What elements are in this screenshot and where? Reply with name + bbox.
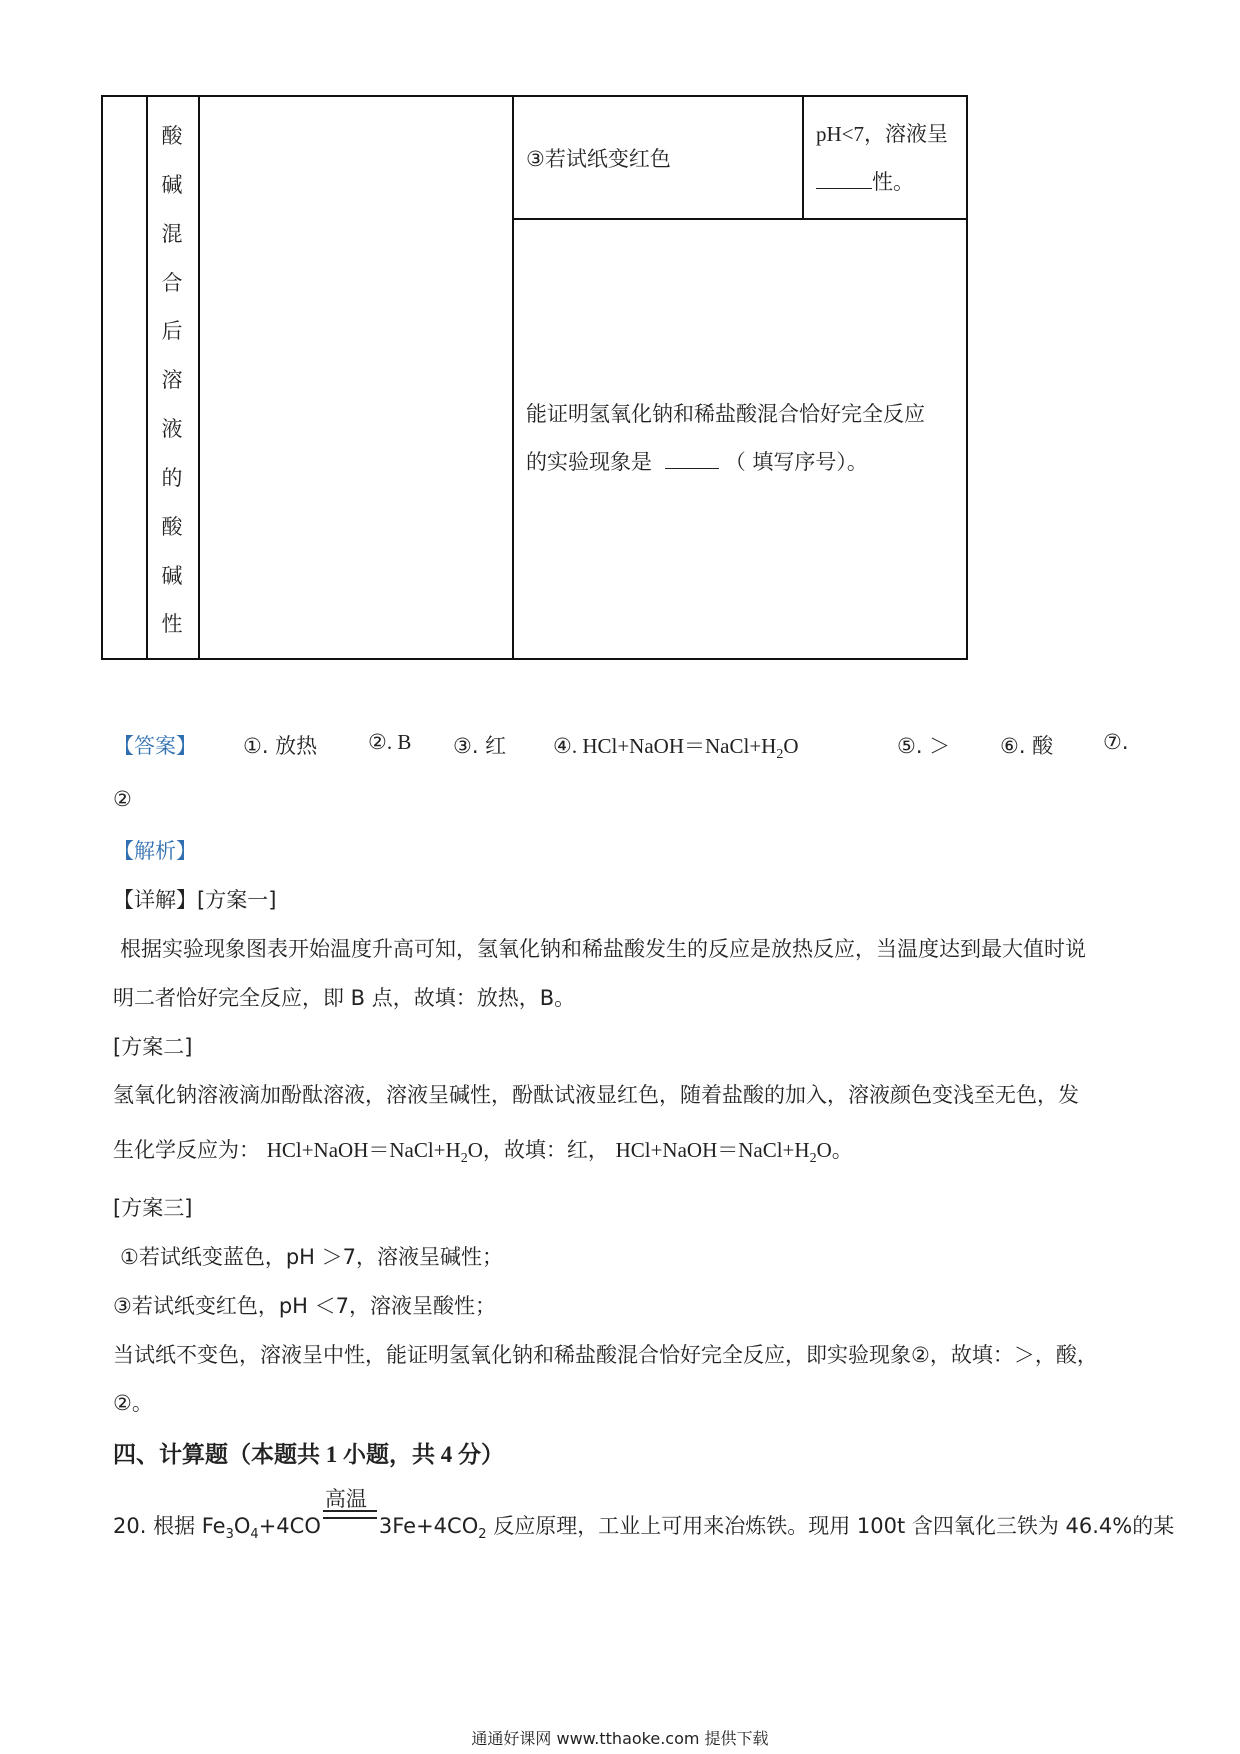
answer-item: ③. 红	[453, 734, 507, 758]
analysis-paragraph: 明二者恰好完全反应，即 B 点，故填：放热，B。	[113, 986, 576, 1010]
answer-item: ⑤. ＞	[897, 734, 951, 758]
table-divider	[146, 95, 148, 660]
table-divider	[198, 95, 200, 660]
analysis-paragraph: ①若试纸变蓝色，pH ＞7，溶液呈碱性；	[120, 1245, 503, 1269]
answer-wrap: ②	[113, 787, 132, 811]
reaction-condition: 高温	[323, 1513, 377, 1533]
analysis-paragraph: 当试纸不变色，溶液呈中性，能证明氢氧化钠和稀盐酸混合恰好完全反应，即实验现象②，故填：＞，酸，	[113, 1343, 1098, 1367]
analysis-paragraph: 根据实验现象图表开始温度升高可知，氢氧化钠和稀盐酸发生的反应是放热反应，当温度达到最大值时说	[120, 937, 1086, 961]
table-divider	[512, 95, 514, 660]
answer-item: ②. B	[368, 730, 412, 754]
plan3-label: [方案三]	[113, 1196, 193, 1220]
answer-label: 【答案】	[113, 734, 197, 758]
answer-item: ⑥. 酸	[1000, 734, 1054, 758]
analysis-paragraph: ③若试纸变红色，pH ＜7，溶液呈酸性；	[113, 1294, 496, 1318]
equals-sign	[323, 1510, 377, 1519]
equation: $HCl+NaOH=NaCl+H_2O$	[266, 1138, 483, 1167]
answer-blank[interactable]	[816, 168, 872, 189]
table-divider	[802, 95, 804, 219]
detail-label: 【详解】[方案一]	[113, 888, 277, 912]
table-result-cell: pH<7，溶液呈 性。	[816, 122, 949, 194]
table-conclusion-cell: 能证明氢氧化钠和稀盐酸混合恰好完全反应 的实验现象是 （ 填写序号）。	[526, 402, 925, 474]
answer-blank[interactable]	[665, 448, 719, 469]
section-heading: 四、计算题（本题共 1 小题，共 4 分）	[113, 1442, 504, 1467]
question-20: 20. 根据 $Fe_3O_4+4CO$ 高温 $3Fe+4CO_2$ 反应原理，工业上可用来冶炼铁。现用 100t 含四氧化三铁为 46.4%的某	[113, 1487, 1175, 1543]
equation: $HCl+NaOH=NaCl+H_2O$	[615, 1138, 832, 1167]
answer-item: ⑦.	[1103, 730, 1129, 754]
analysis-paragraph: ②。	[113, 1391, 153, 1415]
analysis-paragraph: 生化学反应为： $HCl+NaOH=NaCl+H_2O$，故填：红， $HCl+NaOH=NaCl+H_2O$。	[113, 1138, 853, 1167]
answer-item: ①. 放热	[243, 734, 318, 758]
plan2-label: [方案二]	[113, 1035, 193, 1059]
analysis-label: 【解析】	[113, 839, 197, 863]
answer-item: ④. $HCl+NaOH=NaCl+H_2O$	[553, 734, 799, 763]
table-condition-cell: ③若试纸变红色	[526, 147, 671, 171]
page-footer: 通通好课网 www.tthaoke.com 提供下载	[471, 1729, 769, 1748]
analysis-paragraph: 氢氧化钠溶液滴加酚酞溶液，溶液呈碱性，酚酞试液显红色，随着盐酸的加入，溶液颜色变浅至无色，发	[113, 1083, 1079, 1107]
table-divider	[512, 218, 968, 220]
